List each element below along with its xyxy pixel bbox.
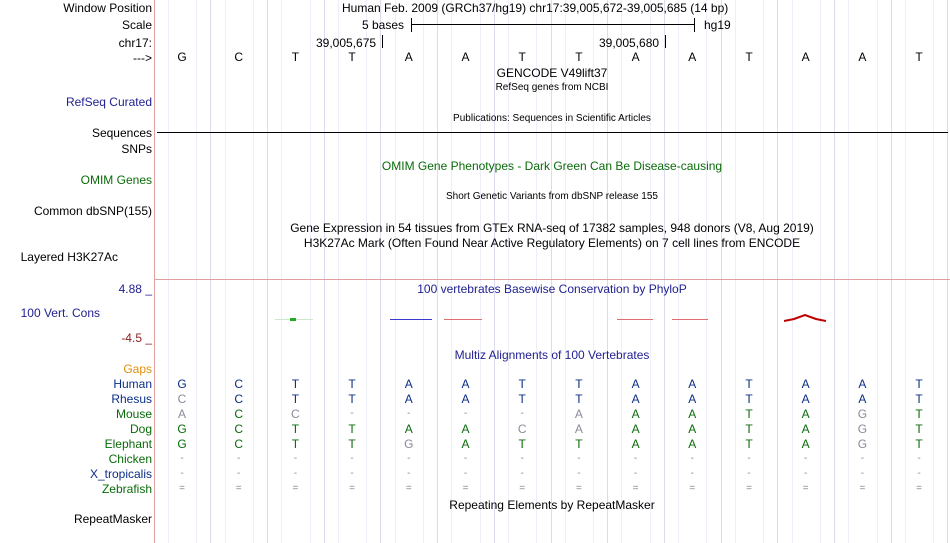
species-label[interactable]: X_tropicalis <box>89 467 152 481</box>
assembly-position-text: Human Feb. 2009 (GRCh37/hg19) chr17:39,005,672-39,005,685 (14 bp) <box>342 1 729 15</box>
alignment-base: = <box>802 483 809 494</box>
base-letter[interactable]: A <box>631 50 640 64</box>
alignment-base: T <box>348 422 356 436</box>
alignment-base: A <box>461 377 470 391</box>
grid-line <box>437 0 438 543</box>
phylop-bar <box>290 318 296 321</box>
strand-label: ---> <box>133 51 152 65</box>
alignment-base: C <box>177 392 187 406</box>
grid-line <box>891 0 892 543</box>
alignment-base: A <box>404 392 413 406</box>
phylop-track-title[interactable]: 100 vertebrates Basewise Conservation by PhyloP <box>417 282 687 296</box>
grid-line <box>168 0 169 543</box>
alignment-base: T <box>915 437 923 451</box>
label-divider[interactable] <box>154 0 155 543</box>
scale-bar-left-tick <box>411 18 412 32</box>
base-letter[interactable]: T <box>518 50 526 64</box>
alignment-base: - <box>633 453 638 464</box>
grid-line <box>281 0 282 543</box>
alignment-base: A <box>858 392 867 406</box>
alignment-base: G <box>177 377 187 391</box>
scale-label: Scale <box>121 18 152 32</box>
common-dbsnp-label[interactable]: Common dbSNP(155) <box>33 204 152 218</box>
alignment-base: - <box>237 453 241 464</box>
alignment-base: - <box>463 408 468 419</box>
alignment-base: - <box>804 468 808 479</box>
grid-line <box>834 0 835 543</box>
base-letter[interactable]: T <box>915 50 923 64</box>
alignment-base: - <box>237 468 241 479</box>
alignment-base: T <box>348 437 356 451</box>
alignment-base: T <box>291 392 300 406</box>
grid-line <box>480 0 481 543</box>
alignment-base: = <box>462 483 469 494</box>
alignment-base: = <box>235 483 242 494</box>
grid-line <box>777 0 778 543</box>
alignment-base: T <box>575 437 583 451</box>
alignment-base: = <box>519 483 526 494</box>
alignment-base: C <box>234 437 244 451</box>
grid-line <box>706 0 707 543</box>
alignment-base: A <box>801 437 810 451</box>
scale-text: 5 bases <box>362 18 405 32</box>
alignment-base: A <box>688 437 697 451</box>
alignment-base: C <box>517 422 527 436</box>
sequences-track-line <box>157 132 948 133</box>
alignment-base: T <box>348 392 356 406</box>
alignment-base: T <box>915 422 923 436</box>
phylop-peak <box>784 314 826 322</box>
alignment-base: A <box>631 392 640 406</box>
alignment-base: A <box>404 377 413 391</box>
alignment-base: - <box>293 468 298 479</box>
coord-tick-1 <box>382 35 383 48</box>
alignment-base: = <box>916 483 923 494</box>
db-label: hg19 <box>704 18 731 32</box>
alignment-base: T <box>915 377 923 391</box>
alignment-base: = <box>292 483 299 494</box>
alignment-base: = <box>575 483 582 494</box>
alignment-base: T <box>915 407 923 421</box>
omim-track-title[interactable]: OMIM Gene Phenotypes - Dark Green Can Be Disease-causing <box>381 159 723 173</box>
grid-line <box>848 0 849 543</box>
alignment-base: T <box>575 377 583 391</box>
alignment-base: A <box>461 422 470 436</box>
grid-line <box>792 0 793 543</box>
alignment-base: A <box>801 407 810 421</box>
grid-line <box>947 0 948 543</box>
alignment-base: A <box>801 422 810 436</box>
base-letter[interactable]: T <box>575 50 583 64</box>
gencode-track-title[interactable]: GENCODE V49lift37 <box>496 66 608 80</box>
alignment-base: - <box>804 453 808 464</box>
alignment-base: G <box>857 422 868 436</box>
alignment-base: G <box>404 437 414 451</box>
publications-track-title[interactable]: Publications: Sequences in Scientific Articles <box>453 113 651 124</box>
alignment-base: A <box>688 392 697 406</box>
grid-line <box>735 0 736 543</box>
grid-line <box>678 0 679 543</box>
grid-line <box>380 0 381 543</box>
alignment-base: T <box>745 392 753 406</box>
grid-line <box>324 0 325 543</box>
base-letter[interactable]: T <box>291 50 300 64</box>
alignment-base: - <box>690 453 694 464</box>
grid-line <box>310 0 311 543</box>
grid-line <box>366 0 367 543</box>
phylop-bar <box>617 319 653 320</box>
grid-line <box>423 0 424 543</box>
alignment-base: T <box>291 422 300 436</box>
phylop-bar <box>444 319 482 320</box>
alignment-base: - <box>860 468 865 479</box>
alignment-base: - <box>520 408 524 419</box>
alignment-base: T <box>518 437 526 451</box>
alignment-base: A <box>461 437 470 451</box>
alignment-base: = <box>632 483 639 494</box>
alignment-base: - <box>407 453 411 464</box>
alignment-base: C <box>291 407 300 421</box>
alignment-base: - <box>350 408 354 419</box>
alignment-base: T <box>291 377 300 391</box>
dbsnp-track-title[interactable]: Short Genetic Variants from dbSNP release 155 <box>446 191 658 202</box>
species-label[interactable]: Dog <box>129 422 152 436</box>
gaps-label[interactable]: Gaps <box>123 362 152 376</box>
base-letter[interactable]: A <box>404 50 413 64</box>
grid-line <box>905 0 906 543</box>
alignment-base: - <box>350 468 354 479</box>
gtex-track-title[interactable]: Gene Expression in 54 tissues from GTEx RNA-seq of 17382 samples, 948 donors (V8, Aug 2019) <box>290 221 814 235</box>
multiz-track-title[interactable]: Multiz Alignments of 100 Vertebrates <box>454 348 650 362</box>
grid-line <box>820 0 821 543</box>
alignment-base: A <box>404 422 413 436</box>
grid-line <box>395 0 396 543</box>
alignment-base: C <box>234 422 244 436</box>
species-label[interactable]: Elephant <box>104 437 152 451</box>
alignment-base: - <box>293 453 298 464</box>
alignment-base: A <box>631 407 640 421</box>
sequences-label[interactable]: Sequences <box>91 126 152 140</box>
alignment-base: A <box>631 377 640 391</box>
grid-line <box>196 0 197 543</box>
alignment-base: = <box>746 483 752 494</box>
alignment-base: A <box>574 422 583 436</box>
alignment-base: G <box>177 437 187 451</box>
grid-line <box>763 0 764 543</box>
alignment-base: - <box>350 453 354 464</box>
coord-tick-2 <box>665 35 666 48</box>
layered-h3k27ac-label[interactable]: Layered H3K27Ac <box>20 250 118 264</box>
alignment-base: T <box>348 377 356 391</box>
alignment-base: - <box>463 453 468 464</box>
base-letter[interactable]: G <box>177 50 187 64</box>
alignment-base: C <box>234 377 244 391</box>
alignment-base: = <box>859 483 866 494</box>
species-label[interactable]: Rhesus <box>111 392 152 406</box>
alignment-base: A <box>801 377 810 391</box>
repeatmasker-track-title[interactable]: Repeating Elements by RepeatMasker <box>449 498 655 512</box>
base-letter[interactable]: A <box>801 50 810 64</box>
cons-max-label: 4.88 _ <box>118 282 152 296</box>
grid-line <box>650 0 651 543</box>
species-label[interactable]: Chicken <box>108 452 152 466</box>
window-position-label: Window Position <box>63 1 152 15</box>
grid-line <box>338 0 339 543</box>
alignment-base: A <box>801 392 810 406</box>
alignment-base: = <box>349 483 356 494</box>
alignment-base: - <box>690 468 694 479</box>
alignment-base: - <box>577 453 581 464</box>
chrom-label: chr17: <box>118 36 152 50</box>
alignment-base: - <box>747 453 751 464</box>
base-letter[interactable]: A <box>858 50 867 64</box>
alignment-base: G <box>857 437 868 451</box>
alignment-base: T <box>291 437 300 451</box>
alignment-base: - <box>520 468 524 479</box>
alignment-base: - <box>407 468 411 479</box>
alignment-base: G <box>857 407 868 421</box>
alignment-base: A <box>688 407 697 421</box>
alignment-base: A <box>688 422 697 436</box>
alignment-base: - <box>633 468 638 479</box>
alignment-base: T <box>915 392 923 406</box>
snps-label[interactable]: SNPs <box>121 142 152 156</box>
coord-label-1: 39,005,675 <box>316 36 377 50</box>
grid-line <box>253 0 254 543</box>
alignment-base: - <box>463 468 468 479</box>
grid-line <box>267 0 268 543</box>
alignment-base: - <box>180 468 184 479</box>
alignment-base: A <box>631 437 640 451</box>
species-label[interactable]: Human <box>113 377 152 391</box>
alignment-base: T <box>575 392 583 406</box>
alignment-base: T <box>518 392 526 406</box>
cons-min-label: -4.5 _ <box>121 331 152 345</box>
alignment-base: C <box>234 392 244 406</box>
phylop-bar <box>672 319 708 320</box>
alignment-base: T <box>745 422 753 436</box>
base-letter[interactable]: C <box>234 50 244 64</box>
alignment-base: - <box>180 453 184 464</box>
species-label[interactable]: Zebrafish <box>101 482 152 496</box>
alignment-base: - <box>917 468 921 479</box>
alignment-base: - <box>747 468 751 479</box>
alignment-base: T <box>518 377 526 391</box>
refseq-track-title[interactable]: RefSeq genes from NCBI <box>495 82 609 93</box>
alignment-base: T <box>745 377 753 391</box>
grid-line <box>877 0 878 543</box>
alignment-base: A <box>631 422 640 436</box>
base-letter[interactable]: T <box>745 50 753 64</box>
alignment-base: - <box>577 468 581 479</box>
alignment-base: A <box>858 377 867 391</box>
base-letter[interactable]: T <box>348 50 356 64</box>
alignment-base: C <box>234 407 244 421</box>
alignment-base: G <box>177 422 187 436</box>
coord-label-2: 39,005,680 <box>599 36 660 50</box>
repeatmasker-label[interactable]: RepeatMasker <box>73 512 152 526</box>
grid-line <box>933 0 934 543</box>
alignment-base: = <box>405 483 412 494</box>
grid-line <box>621 0 622 543</box>
grid-line <box>664 0 665 543</box>
scale-bar <box>411 24 695 25</box>
alignment-base: - <box>860 453 865 464</box>
phylop-bar <box>390 319 432 320</box>
base-letter[interactable]: A <box>461 50 470 64</box>
species-label[interactable]: Mouse <box>115 407 152 421</box>
grid-line <box>721 0 722 543</box>
grid-line <box>451 0 452 543</box>
omim-genes-label[interactable]: OMIM Genes <box>80 173 152 187</box>
h3k27ac-separator <box>155 279 950 280</box>
alignment-base: - <box>917 453 921 464</box>
alignment-base: - <box>407 408 411 419</box>
base-letter[interactable]: A <box>688 50 697 64</box>
vert-cons-label[interactable]: 100 Vert. Cons <box>20 306 100 320</box>
alignment-base: = <box>179 483 185 494</box>
alignment-base: A <box>177 407 186 421</box>
alignment-base: A <box>461 392 470 406</box>
alignment-base: T <box>745 437 753 451</box>
scale-bar-right-tick <box>694 18 695 32</box>
alignment-base: = <box>689 483 696 494</box>
alignment-base: A <box>574 407 583 421</box>
refseq-curated-label[interactable]: RefSeq Curated <box>65 95 152 109</box>
alignment-base: - <box>520 453 524 464</box>
h3k27ac-track-title[interactable]: H3K27Ac Mark (Often Found Near Active Regulatory Elements) on 7 cell lines from ENCODE <box>303 236 801 250</box>
grid-line <box>225 0 226 543</box>
grid-line <box>210 0 211 543</box>
alignment-base: T <box>745 407 753 421</box>
alignment-base: A <box>688 377 697 391</box>
